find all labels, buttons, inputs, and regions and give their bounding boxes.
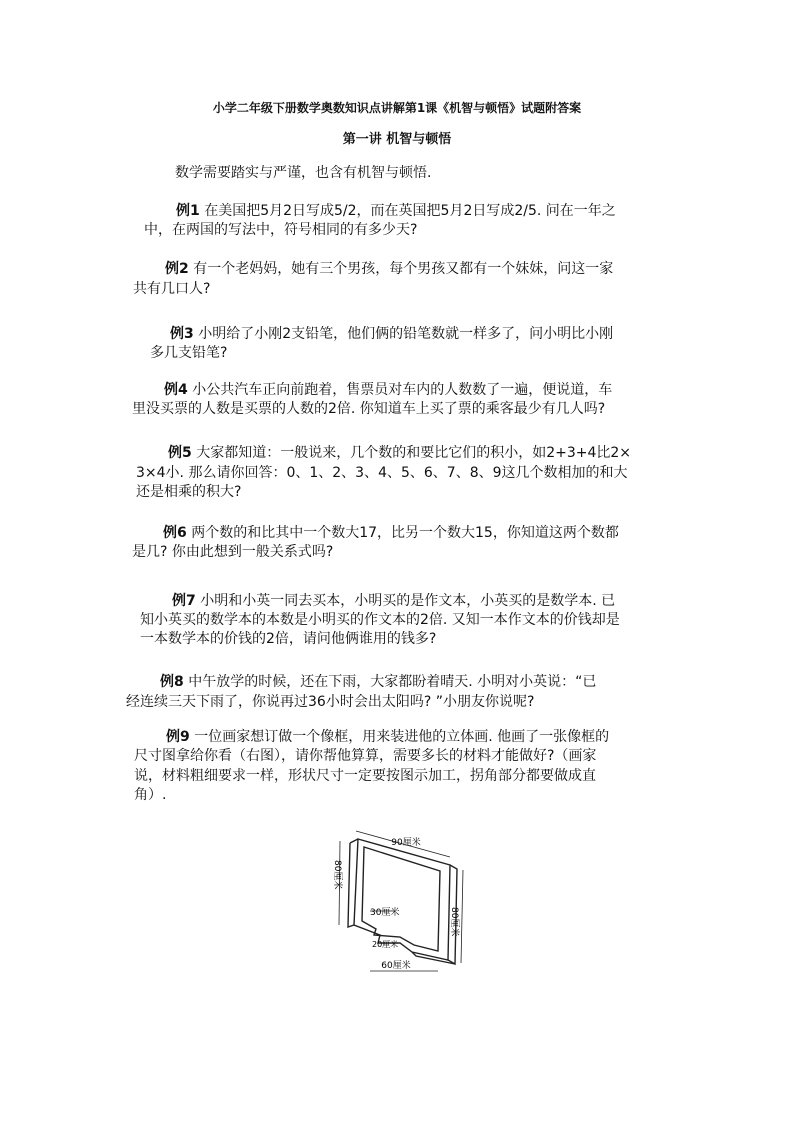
left-dimension-label: 80厘米 xyxy=(332,860,342,890)
example-8-line-1: 例8 中午放学的时候，还在下雨，大家都盼着晴天. 小明对小英说：“已 xyxy=(160,674,597,690)
frame-figure xyxy=(330,825,500,985)
example-9-line-2: 尺寸图拿给你看（右图），请你帮他算算，需要多长的材料才能做好?（画家 xyxy=(134,748,597,764)
lecture-heading: 第一讲 机智与顿悟 xyxy=(342,132,452,147)
example-label: 例4 xyxy=(164,382,188,398)
frame-outline xyxy=(348,839,457,964)
example-3-line-2: 多几支铅笔? xyxy=(150,345,228,361)
example-7-line-1: 例7 小明和小英一同去买本，小明买的是作文本，小英买的是数学本. 已 xyxy=(172,593,616,609)
example-7-line-3: 一本数学本的价钱的2倍，请问他俩谁用的钱多? xyxy=(140,631,437,647)
document-title: 小学二年级下册数学奥数知识点讲解第1课《机智与顿悟》试题附答案 xyxy=(212,101,582,115)
example-label: 例7 xyxy=(172,593,196,609)
example-4-line-1: 例4 小公共汽车正向前跑着，售票员对车内的人数数了一遍，便说道，车 xyxy=(164,382,613,398)
example-9-line-4: 角）. xyxy=(134,787,167,803)
example-label: 例2 xyxy=(165,261,189,277)
example-1-line-2: 中，在两国的写法中，符号相同的有多少天? xyxy=(144,222,418,238)
example-label: 例8 xyxy=(160,674,184,690)
example-5-line-1: 例5 大家都知道：一般说来，几个数的和要比它们的积小，如2+3+4比2× xyxy=(168,445,632,461)
inner-dimension-label: 30厘米 xyxy=(370,908,400,918)
example-5-line-3: 还是相乘的积大? xyxy=(136,484,242,500)
example-2-line-1: 例2 有一个老妈妈，她有三个男孩，每个男孩又都有一个妹妹，问这一家 xyxy=(165,261,614,277)
example-6-line-1: 例6 两个数的和比其中一个数大17，比另一个数大15，你知道这两个数都 xyxy=(163,525,619,541)
example-label: 例3 xyxy=(170,326,194,342)
example-3-line-1: 例3 小明给了小刚2支铅笔，他们俩的铅笔数就一样多了，问小明比小刚 xyxy=(170,326,614,342)
example-9-line-3: 说，材料粗细要求一样，形状尺寸一定要按图示加工，拐角部分都要做成直 xyxy=(134,768,596,784)
example-label: 例5 xyxy=(168,445,192,461)
top-dimension-label: 90厘米 xyxy=(391,838,421,848)
example-label: 例6 xyxy=(163,525,187,541)
example-5-line-2: 3×4小. 那么请你回答：0、1、2、3、4、5、6、7、8、9这几个数相加的和大 xyxy=(136,465,628,481)
example-6-line-2: 是几? 你由此想到一般关系式吗? xyxy=(132,544,334,560)
example-9-line-1: 例9 一位画家想订做一个像框，用来装进他的立体画. 他画了一张像框的 xyxy=(166,729,610,745)
example-2-line-2: 共有几口人? xyxy=(133,281,211,297)
intro-text: 数学需要踏实与严谨，也含有机智与顿悟. xyxy=(175,165,432,181)
example-label: 例1 xyxy=(176,203,200,219)
bottom-dimension-label: 60厘米 xyxy=(381,961,411,971)
notch-dimension-label: 20厘米 xyxy=(372,940,399,949)
example-label: 例9 xyxy=(166,729,190,745)
right-dimension-label: 80厘米 xyxy=(449,907,459,937)
example-8-line-2: 经连续三天下雨了，你说再过36小时会出太阳吗? ”小朋友你说呢? xyxy=(126,694,535,710)
example-4-line-2: 里没买票的人数是买票的人数的2倍. 你知道车上买了票的乘客最少有几人吗? xyxy=(132,401,606,417)
example-7-line-2: 知小英买的数学本的本数是小明买的作文本的2倍. 又知一本作文本的价钱却是 xyxy=(140,612,620,628)
example-1-line-1: 例1 在美国把5月2日写成5/2，而在英国把5月2日写成2/5. 问在一年之 xyxy=(176,203,616,219)
